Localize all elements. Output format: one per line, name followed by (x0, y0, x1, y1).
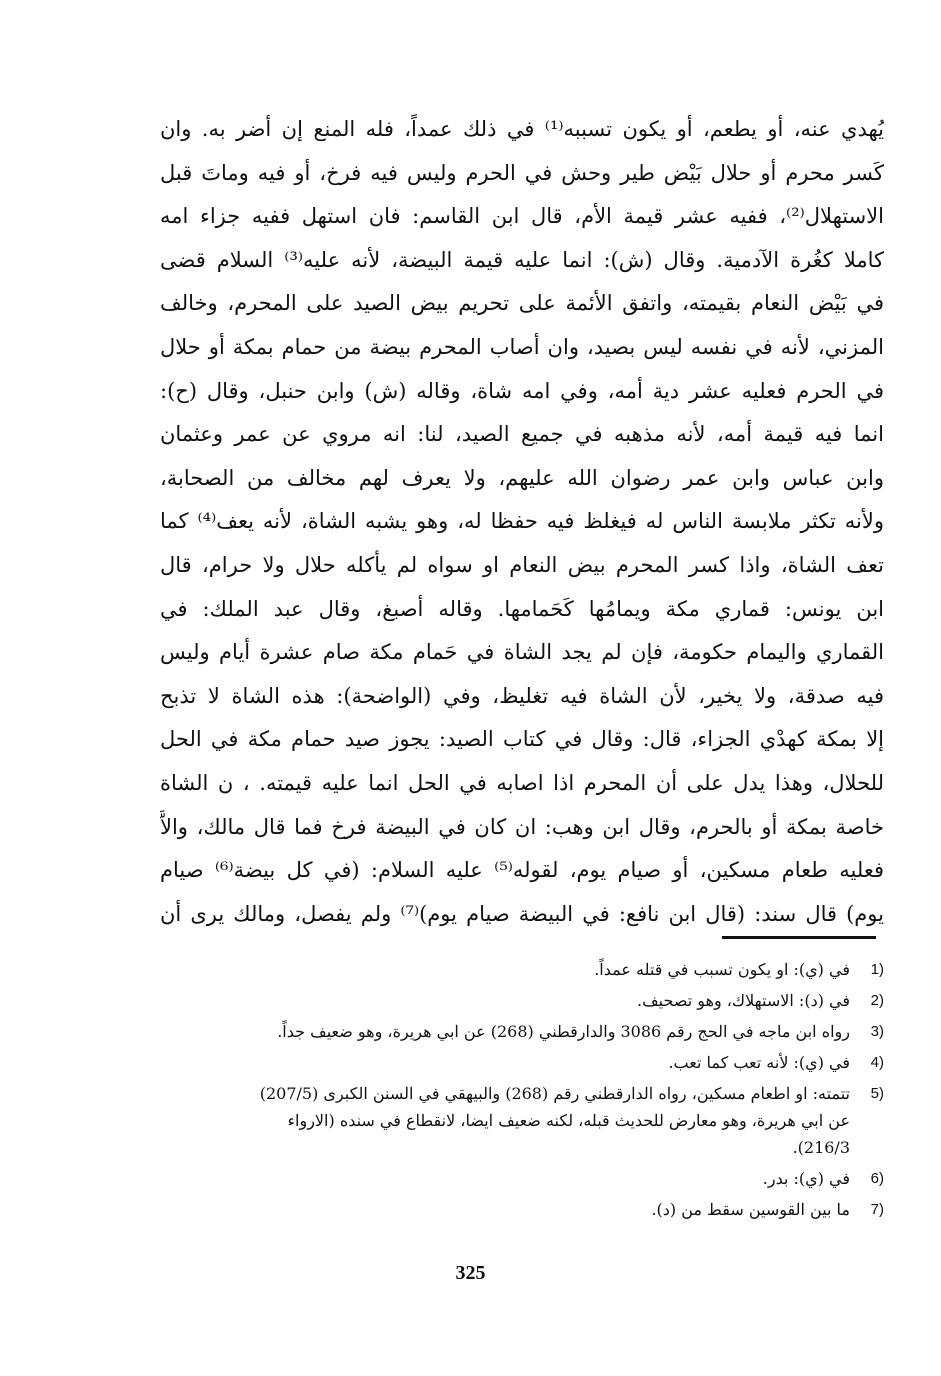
text-line: ابن يونس: قماري مكة ويمامُها كَحَمامها. وقاله أصبغ، وقال عبد الملك: في (160, 596, 884, 621)
footnote-item (200, 1165, 884, 1192)
footnote-text: تتمته: او اطعام مسكين، رواه الدارقطني رقم (268) والبيهقي في السنن الكبرى (207/5) (259, 1084, 850, 1103)
text-line: كاملا كغُرة الآدمية. وقال (ش): انما عليه قيمة البيضة، لأنه عليه⁽³⁾ السلام قضى (160, 247, 884, 272)
text-line: تعف الشاة، واذا كسر المحرم بيض النعام او سواه لم يأكله حلال ولا حرام، قال (160, 552, 884, 577)
footnote-item (200, 1196, 884, 1223)
text-line: القماري واليمام حكومة، فإن لم يجد الشاة في حَمام مكة صام عشرة أيام وليس (160, 640, 884, 665)
footnote-text-continued: عن ابي هريرة، وهو معارض للحديث قبله، لكنه ضعيف ايضا، لانقطاع في سنده (الارواء (287, 1111, 850, 1130)
main-text (160, 108, 884, 936)
footnote-text: رواه ابن ماجه في الحج رقم 3086 والدارقطني (268) عن ابي هريرة، وهو ضعيف جداً. (277, 1022, 850, 1041)
footnote-item (200, 1080, 884, 1161)
text-line: فعليه طعام مسكين، أو صيام يوم، لقوله⁽⁵⁾ عليه السلام: (في كل بيضة⁽⁶⁾ صيام (160, 858, 884, 883)
footnote-text: في (د): الاستهلاك، وهو تصحيف. (637, 991, 850, 1010)
footnote-item (200, 1018, 884, 1045)
text-line: وابن عباس وابن عمر رضوان الله عليهم، ولا يعرف لهم مخالف من الصحابة، (160, 465, 884, 490)
footnote-number: 6) (870, 1170, 884, 1187)
text-line: في الحرم فعليه عشر دية أمه، وفي امه شاة، وقاله (ش) وابن حنبل، وقال (ح): (160, 378, 884, 403)
footnotes (200, 956, 884, 1227)
footnote-separator (722, 936, 876, 939)
footnote-number: 7) (870, 1201, 884, 1218)
footnote-item (200, 1049, 884, 1076)
text-line: ولأنه تكثر ملابسة الناس له فيغلظ فيه حفظا له، وهو يشبه الشاة، لأنه يعف⁽⁴⁾ كما (160, 509, 884, 534)
footnote-text: في (ي): او يكون تسبب في قتله عمداً. (594, 960, 850, 979)
footnote-number: 2) (870, 992, 884, 1009)
footnote-text: في (ي): بدر. (762, 1169, 850, 1188)
footnote-text: ما بين القوسين سقط من (د). (651, 1200, 850, 1219)
text-line: الاستهلال⁽²⁾، ففيه عشر قيمة الأم، قال ابن القاسم: فان استهل ففيه جزاء امه (160, 204, 884, 229)
footnote-text: في (ي): لأنه تعب كما تعب. (668, 1053, 850, 1072)
text-line: كَسر محرم أو حلال بَيْض طير وحش في الحرم وليس فيه فرخ، أو فيه وماتَ قبل (160, 160, 884, 185)
text-line: يُهدي عنه، أو يطعم، أو يكون تسببه⁽¹⁾ في ذلك عمداً، فله المنع إن أضر به. وان (160, 117, 884, 141)
text-line: فيه صدقة، ولا يخير، لأن الشاة فيه تغليظ، وفي (الواضحة): هذه الشاة لا تذبح (160, 683, 884, 708)
footnote-number: 5) (870, 1085, 884, 1102)
text-line: في بَيْض النعام بقيمته، واتفق الأئمة على تحريم بيض الصيد على المحرم، وخالف (160, 291, 884, 316)
footnote-number: 1) (870, 961, 884, 978)
footnote-number: 3) (870, 1023, 884, 1040)
footnote-number: 4) (870, 1054, 884, 1071)
text-line: خاصة بمكة أو بالحرم، وقال ابن وهب: ان كان في البيضة فرخ فما قال مالك، والاَّ (160, 814, 884, 839)
footnote-item (200, 956, 884, 983)
text-line: يوم) قال سند: (قال ابن نافع: في البيضة صيام يوم)⁽⁷⁾ ولم يفصل، ومالك يرى أن (160, 901, 884, 926)
text-line: إلا بمكة كهدْي الجزاء، قال: وقال في كتاب الصيد: يجوز صيد حمام مكة في الحل (160, 727, 884, 752)
text-line: انما فيه قيمة أمه، لأنه مذهبه في جميع الصيد، لنا: انه مروي عن عمر وعثمان (160, 422, 884, 447)
text-line: للحلال، وهذا يدل على أن المحرم اذا اصابه في الحل انما عليه قيمته. ، ن الشاة (160, 770, 884, 795)
text-line: المزني، لأنه في نفسه ليس بصيد، وان أصاب المحرم بيضة من حمام بمكة أو حلال (160, 334, 884, 359)
page-number: 325 (455, 1262, 486, 1284)
footnote-text-continued: 216/3). (792, 1138, 850, 1157)
footnote-item (200, 987, 884, 1014)
